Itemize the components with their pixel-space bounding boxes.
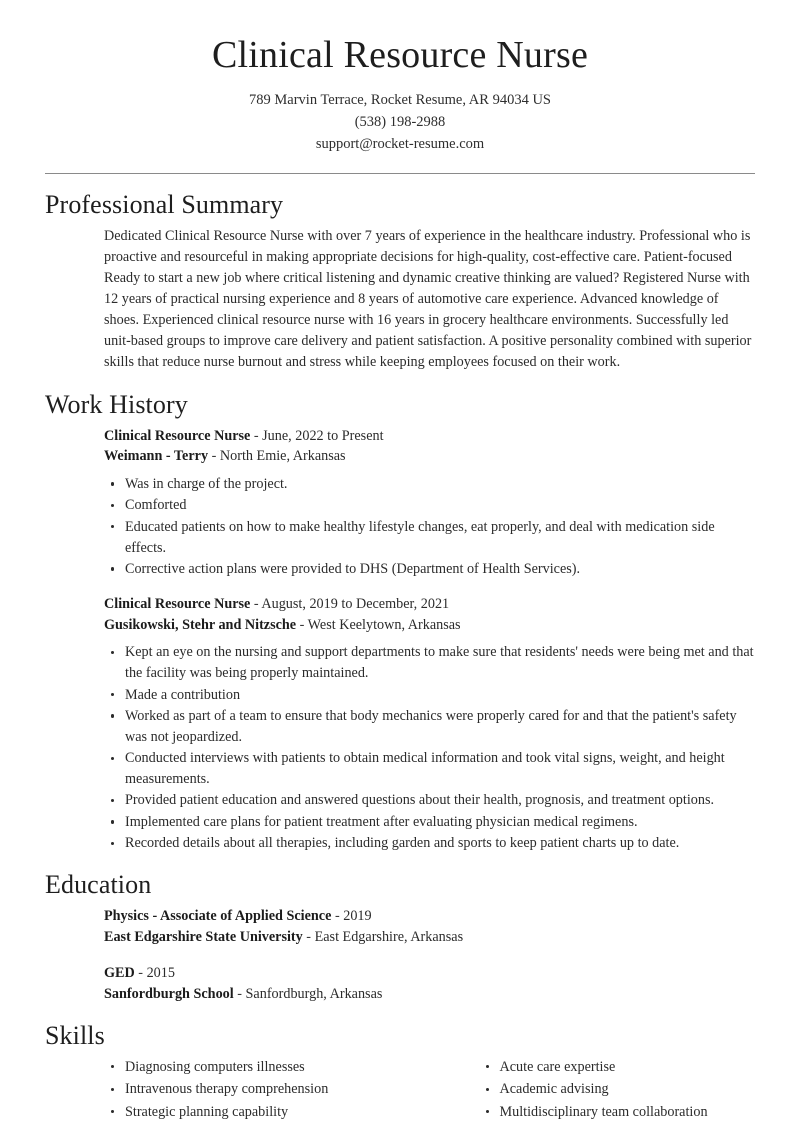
contact-email: support@rocket-resume.com: [315, 135, 485, 152]
list-item: Implemented care plans for patient treatment after evaluating physician medical regimens.: [104, 812, 755, 833]
education-entry: [104, 906, 755, 947]
list-item: Provided patient education and answered questions about their health, prognosis, and treatment options.: [104, 790, 755, 811]
separator-dash: -: [331, 907, 344, 924]
skills-columns: [104, 1057, 755, 1124]
list-item: Diagnosing computers illnesses: [104, 1057, 430, 1078]
work-history-body: [45, 426, 755, 855]
education-location: Sanfordburgh, Arkansas: [245, 986, 383, 1003]
resume-header: [45, 0, 755, 155]
separator-dash: -: [296, 616, 308, 633]
education-entry: [104, 963, 755, 1004]
list-item: Worked as part of a team to ensure that body mechanics were properly cared for and that the patient's safety was not jeopardized.: [104, 706, 755, 748]
work-entry-title-line: [104, 594, 755, 615]
contact-address: 789 Marvin Terrace, Rocket Resume, AR 94034 US: [249, 91, 551, 108]
list-item: Was in charge of the project.: [104, 474, 755, 495]
skills-column-right: [430, 1057, 756, 1124]
job-location: North Emie, Arkansas: [219, 448, 346, 465]
section-heading-summary: Professional Summary: [45, 189, 284, 219]
job-company: Weimann - Terry: [104, 448, 209, 465]
job-company: Gusikowski, Stehr and Nitzsche: [104, 616, 297, 633]
section-education: [45, 870, 755, 1005]
separator-dash: -: [134, 965, 147, 982]
job-dates: June, 2022 to Present: [262, 427, 384, 444]
page-title: Clinical Resource Nurse: [211, 34, 589, 76]
job-title: Clinical Resource Nurse: [104, 427, 251, 444]
list-item: Multidisciplinary team collaboration: [479, 1102, 756, 1123]
education-degree-line: [104, 906, 755, 927]
job-title: Clinical Resource Nurse: [104, 595, 251, 612]
contact-phone: (538) 198-2988: [354, 113, 446, 130]
work-entry-company-line: [104, 615, 755, 636]
job-responsibility-list: [104, 474, 755, 580]
separator-dash: -: [208, 448, 220, 465]
list-item: Strategic planning capability: [104, 1102, 430, 1123]
education-degree: GED: [104, 965, 135, 982]
list-item: Conducted interviews with patients to obtain medical information and took vital signs, weight, and height measurements.: [104, 748, 755, 790]
section-heading-education: Education: [45, 870, 152, 900]
education-location: East Edgarshire, Arkansas: [314, 928, 464, 945]
section-professional-summary: [45, 190, 755, 374]
education-body: [45, 906, 755, 1005]
header-divider: [45, 173, 755, 174]
list-item: Comforted: [104, 495, 755, 516]
work-entry: [104, 426, 755, 580]
section-heading-work-history: Work History: [45, 389, 188, 419]
list-item: Kept an eye on the nursing and support departments to make sure that residents' needs were being met and that the facility was being properly maintained.: [104, 642, 755, 684]
work-entry-company-line: [104, 446, 755, 467]
skills-list-left: [104, 1057, 430, 1123]
summary-body: [45, 226, 755, 374]
separator-dash: -: [302, 928, 315, 945]
job-responsibility-list: [104, 642, 755, 854]
list-item: Academic advising: [479, 1079, 756, 1100]
list-item: Intravenous therapy comprehension: [104, 1079, 430, 1100]
summary-text: Dedicated Clinical Resource Nurse with over 7 years of experience in the healthcare industry. Professional who is proactive and resourceful in making appropriate decisions for high-quality, cost-effective care. Patient-focused Ready to start a new job where critical listening and dynamic creative thinking are valued? Registered Nurse with 12 years of practical nursing experience and 8 years of automotive care experience. Advanced knowledge of shoes. Experienced clinical resource nurse with 16 years in grocery healthcare environments. Successfully led unit-based groups to improve care delivery and patient satisfaction. A positive personality combined with superior skills that reduce nurse burnout and stress while keeping employees focused on their work.: [104, 227, 752, 371]
list-item: Recorded details about all therapies, including garden and sports to keep patient charts up to date.: [104, 833, 755, 854]
work-entry: [104, 594, 755, 854]
education-degree-line: [104, 963, 755, 984]
skills-body: [45, 1057, 755, 1124]
separator-dash: -: [233, 986, 246, 1003]
list-item: Educated patients on how to make healthy lifestyle changes, eat properly, and deal with medication side effects.: [104, 517, 755, 559]
list-item: Acute care expertise: [479, 1057, 756, 1078]
section-skills: [45, 1021, 755, 1124]
education-school: East Edgarshire State University: [104, 928, 303, 945]
education-school-line: [104, 984, 755, 1005]
job-location: West Keelytown, Arkansas: [307, 616, 461, 633]
job-dates: August, 2019 to December, 2021: [261, 595, 450, 612]
education-school-line: [104, 927, 755, 948]
separator-dash: -: [250, 427, 263, 444]
list-item: Corrective action plans were provided to DHS (Department of Health Services).: [104, 559, 755, 580]
section-heading-skills: Skills: [45, 1020, 105, 1050]
skills-column-left: [104, 1057, 430, 1124]
education-school: Sanfordburgh School: [104, 986, 234, 1003]
section-work-history: [45, 390, 755, 854]
separator-dash: -: [250, 595, 262, 612]
education-year: 2019: [343, 907, 372, 924]
education-degree: Physics - Associate of Applied Science: [104, 907, 332, 924]
skills-list-right: [479, 1057, 756, 1123]
list-item: Made a contribution: [104, 685, 755, 706]
education-year: 2015: [146, 965, 175, 982]
work-entry-title-line: [104, 426, 755, 447]
